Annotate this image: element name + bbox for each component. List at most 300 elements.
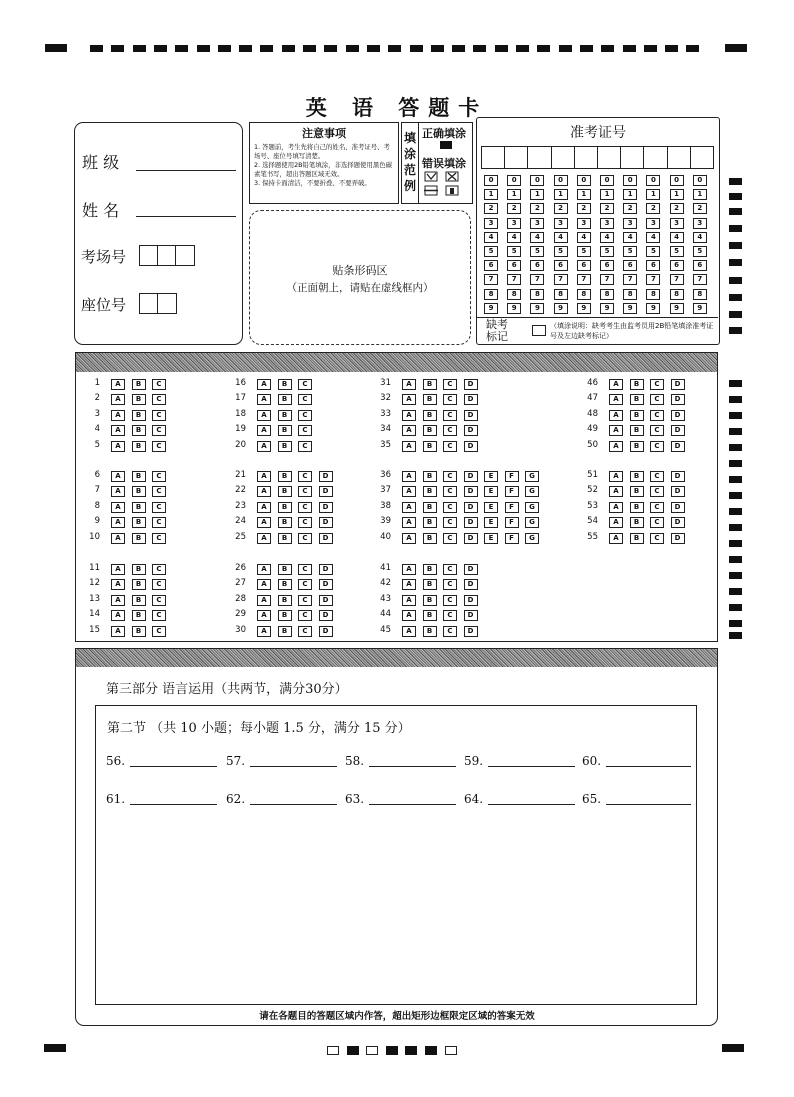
answer-bubble-a[interactable]: A (402, 394, 416, 405)
answer-bubble-b[interactable]: B (630, 471, 644, 482)
answer-bubble-a[interactable]: A (402, 379, 416, 390)
admission-bubble-1[interactable]: 1 (646, 189, 660, 200)
admission-bubble-6[interactable]: 6 (530, 260, 544, 271)
answer-bubble-d[interactable]: D (671, 394, 685, 405)
admission-bubble-5[interactable]: 5 (600, 246, 614, 257)
answer-bubble-c[interactable]: C (298, 626, 312, 637)
answer-bubble-b[interactable]: B (278, 425, 292, 436)
answer-bubble-b[interactable]: B (278, 595, 292, 606)
admission-bubble-9[interactable]: 9 (484, 303, 498, 314)
admission-bubble-4[interactable]: 4 (623, 232, 637, 243)
admission-bubble-1[interactable]: 1 (623, 189, 637, 200)
answer-bubble-d[interactable]: D (464, 533, 478, 544)
room-box-3[interactable] (175, 245, 195, 266)
answer-line-64[interactable] (488, 804, 575, 805)
admission-bubble-0[interactable]: 0 (623, 175, 637, 186)
answer-bubble-b[interactable]: B (423, 595, 437, 606)
answer-bubble-a[interactable]: A (402, 579, 416, 590)
admission-bubble-2[interactable]: 2 (646, 203, 660, 214)
answer-bubble-d[interactable]: D (319, 471, 333, 482)
admission-bubble-2[interactable]: 2 (600, 203, 614, 214)
answer-bubble-f[interactable]: F (505, 517, 519, 528)
admission-bubble-7[interactable]: 7 (577, 274, 591, 285)
admission-bubble-0[interactable]: 0 (484, 175, 498, 186)
answer-bubble-b[interactable]: B (630, 441, 644, 452)
admission-bubble-3[interactable]: 3 (554, 218, 568, 229)
admission-bubble-0[interactable]: 0 (693, 175, 707, 186)
answer-bubble-d[interactable]: D (464, 595, 478, 606)
admission-write-box[interactable] (527, 146, 551, 169)
admission-bubble-9[interactable]: 9 (646, 303, 660, 314)
answer-bubble-a[interactable]: A (402, 471, 416, 482)
admission-bubble-9[interactable]: 9 (693, 303, 707, 314)
admission-bubble-3[interactable]: 3 (484, 218, 498, 229)
admission-bubble-4[interactable]: 4 (507, 232, 521, 243)
answer-bubble-g[interactable]: G (525, 502, 539, 513)
room-box-2[interactable] (157, 245, 176, 266)
answer-bubble-a[interactable]: A (111, 379, 125, 390)
answer-bubble-a[interactable]: A (609, 441, 623, 452)
answer-bubble-d[interactable]: D (464, 626, 478, 637)
answer-bubble-d[interactable]: D (671, 425, 685, 436)
answer-bubble-b[interactable]: B (423, 533, 437, 544)
admission-bubble-4[interactable]: 4 (646, 232, 660, 243)
answer-bubble-c[interactable]: C (298, 579, 312, 590)
answer-bubble-f[interactable]: F (505, 486, 519, 497)
answer-bubble-f[interactable]: F (505, 533, 519, 544)
answer-bubble-b[interactable]: B (423, 471, 437, 482)
admission-bubble-7[interactable]: 7 (554, 274, 568, 285)
answer-bubble-b[interactable]: B (423, 425, 437, 436)
answer-bubble-d[interactable]: D (464, 486, 478, 497)
admission-bubble-2[interactable]: 2 (693, 203, 707, 214)
answer-bubble-d[interactable]: D (464, 610, 478, 621)
answer-bubble-d[interactable]: D (464, 517, 478, 528)
admission-bubble-1[interactable]: 1 (577, 189, 591, 200)
admission-bubble-9[interactable]: 9 (530, 303, 544, 314)
admission-bubble-2[interactable]: 2 (623, 203, 637, 214)
answer-bubble-a[interactable]: A (402, 595, 416, 606)
admission-bubble-8[interactable]: 8 (554, 289, 568, 300)
answer-bubble-a[interactable]: A (257, 502, 271, 513)
admission-bubble-5[interactable]: 5 (507, 246, 521, 257)
answer-bubble-c[interactable]: C (443, 394, 457, 405)
admission-bubble-3[interactable]: 3 (670, 218, 684, 229)
admission-write-box[interactable] (620, 146, 644, 169)
answer-bubble-b[interactable]: B (423, 564, 437, 575)
admission-bubble-1[interactable]: 1 (554, 189, 568, 200)
answer-bubble-b[interactable]: B (278, 564, 292, 575)
answer-bubble-c[interactable]: C (650, 379, 664, 390)
answer-bubble-c[interactable]: C (298, 410, 312, 421)
answer-bubble-b[interactable]: B (278, 394, 292, 405)
answer-bubble-c[interactable]: C (152, 410, 166, 421)
answer-bubble-a[interactable]: A (609, 517, 623, 528)
answer-bubble-c[interactable]: C (298, 425, 312, 436)
answer-line-61[interactable] (130, 804, 217, 805)
answer-bubble-d[interactable]: D (319, 564, 333, 575)
admission-bubble-5[interactable]: 5 (670, 246, 684, 257)
answer-bubble-c[interactable]: C (443, 610, 457, 621)
answer-bubble-a[interactable]: A (402, 517, 416, 528)
answer-bubble-e[interactable]: E (484, 517, 498, 528)
admission-bubble-6[interactable]: 6 (646, 260, 660, 271)
answer-bubble-b[interactable]: B (630, 379, 644, 390)
answer-bubble-a[interactable]: A (111, 471, 125, 482)
answer-bubble-d[interactable]: D (319, 502, 333, 513)
answer-bubble-a[interactable]: A (257, 626, 271, 637)
admission-bubble-8[interactable]: 8 (484, 289, 498, 300)
answer-line-57[interactable] (250, 766, 337, 767)
admission-bubble-3[interactable]: 3 (623, 218, 637, 229)
answer-bubble-c[interactable]: C (298, 394, 312, 405)
answer-bubble-b[interactable]: B (132, 579, 146, 590)
admission-bubble-4[interactable]: 4 (484, 232, 498, 243)
answer-bubble-a[interactable]: A (111, 579, 125, 590)
answer-bubble-a[interactable]: A (257, 425, 271, 436)
answer-bubble-a[interactable]: A (111, 564, 125, 575)
answer-bubble-d[interactable]: D (671, 533, 685, 544)
answer-bubble-b[interactable]: B (132, 595, 146, 606)
answer-bubble-c[interactable]: C (443, 517, 457, 528)
answer-bubble-c[interactable]: C (443, 595, 457, 606)
admission-bubble-6[interactable]: 6 (484, 260, 498, 271)
answer-bubble-a[interactable]: A (257, 564, 271, 575)
answer-bubble-b[interactable]: B (132, 425, 146, 436)
admission-bubble-7[interactable]: 7 (600, 274, 614, 285)
answer-bubble-c[interactable]: C (650, 533, 664, 544)
answer-bubble-d[interactable]: D (319, 533, 333, 544)
seat-box-1[interactable] (139, 293, 158, 314)
answer-bubble-a[interactable]: A (609, 379, 623, 390)
answer-bubble-c[interactable]: C (152, 564, 166, 575)
admission-bubble-9[interactable]: 9 (600, 303, 614, 314)
admission-bubble-1[interactable]: 1 (507, 189, 521, 200)
answer-bubble-c[interactable]: C (443, 564, 457, 575)
answer-bubble-c[interactable]: C (298, 595, 312, 606)
answer-bubble-a[interactable]: A (402, 410, 416, 421)
answer-bubble-b[interactable]: B (278, 441, 292, 452)
answer-bubble-a[interactable]: A (257, 533, 271, 544)
answer-bubble-c[interactable]: C (443, 502, 457, 513)
answer-bubble-a[interactable]: A (111, 533, 125, 544)
answer-bubble-d[interactable]: D (464, 471, 478, 482)
answer-bubble-d[interactable]: D (319, 517, 333, 528)
answer-bubble-b[interactable]: B (278, 517, 292, 528)
answer-bubble-b[interactable]: B (630, 425, 644, 436)
class-field[interactable] (136, 170, 236, 171)
admission-bubble-8[interactable]: 8 (507, 289, 521, 300)
answer-bubble-d[interactable]: D (319, 579, 333, 590)
answer-bubble-c[interactable]: C (152, 502, 166, 513)
answer-bubble-c[interactable]: C (443, 486, 457, 497)
admission-bubble-5[interactable]: 5 (646, 246, 660, 257)
answer-bubble-g[interactable]: G (525, 533, 539, 544)
answer-bubble-c[interactable]: C (443, 425, 457, 436)
admission-bubble-4[interactable]: 4 (670, 232, 684, 243)
answer-bubble-d[interactable]: D (464, 379, 478, 390)
answer-bubble-c[interactable]: C (298, 517, 312, 528)
answer-bubble-d[interactable]: D (671, 502, 685, 513)
admission-bubble-8[interactable]: 8 (577, 289, 591, 300)
answer-bubble-b[interactable]: B (278, 610, 292, 621)
answer-bubble-a[interactable]: A (257, 471, 271, 482)
admission-bubble-6[interactable]: 6 (577, 260, 591, 271)
answer-bubble-a[interactable]: A (111, 425, 125, 436)
answer-line-56[interactable] (130, 766, 217, 767)
answer-line-58[interactable] (369, 766, 456, 767)
answer-bubble-f[interactable]: F (505, 471, 519, 482)
answer-bubble-d[interactable]: D (671, 486, 685, 497)
admission-bubble-5[interactable]: 5 (484, 246, 498, 257)
admission-write-box[interactable] (504, 146, 528, 169)
answer-bubble-a[interactable]: A (257, 441, 271, 452)
admission-bubble-8[interactable]: 8 (693, 289, 707, 300)
admission-bubble-3[interactable]: 3 (507, 218, 521, 229)
answer-bubble-a[interactable]: A (257, 486, 271, 497)
answer-bubble-b[interactable]: B (423, 410, 437, 421)
answer-bubble-b[interactable]: B (423, 441, 437, 452)
admission-bubble-9[interactable]: 9 (577, 303, 591, 314)
admission-bubble-3[interactable]: 3 (577, 218, 591, 229)
answer-bubble-a[interactable]: A (257, 394, 271, 405)
answer-bubble-a[interactable]: A (257, 379, 271, 390)
answer-bubble-b[interactable]: B (278, 626, 292, 637)
answer-bubble-a[interactable]: A (257, 410, 271, 421)
admission-bubble-1[interactable]: 1 (670, 189, 684, 200)
answer-line-65[interactable] (606, 804, 691, 805)
answer-bubble-a[interactable]: A (402, 425, 416, 436)
answer-bubble-b[interactable]: B (132, 564, 146, 575)
answer-line-59[interactable] (488, 766, 575, 767)
answer-bubble-b[interactable]: B (423, 379, 437, 390)
answer-bubble-d[interactable]: D (464, 564, 478, 575)
answer-bubble-c[interactable]: C (443, 626, 457, 637)
answer-bubble-c[interactable]: C (298, 610, 312, 621)
admission-bubble-0[interactable]: 0 (577, 175, 591, 186)
admission-bubble-8[interactable]: 8 (670, 289, 684, 300)
answer-bubble-b[interactable]: B (630, 517, 644, 528)
admission-bubble-7[interactable]: 7 (670, 274, 684, 285)
answer-bubble-g[interactable]: G (525, 486, 539, 497)
answer-bubble-b[interactable]: B (278, 410, 292, 421)
answer-bubble-f[interactable]: F (505, 502, 519, 513)
answer-bubble-a[interactable]: A (609, 394, 623, 405)
answer-bubble-c[interactable]: C (650, 502, 664, 513)
answer-bubble-a[interactable]: A (402, 502, 416, 513)
answer-bubble-a[interactable]: A (402, 441, 416, 452)
answer-bubble-b[interactable]: B (278, 471, 292, 482)
answer-bubble-c[interactable]: C (152, 471, 166, 482)
answer-bubble-a[interactable]: A (402, 610, 416, 621)
admission-bubble-7[interactable]: 7 (507, 274, 521, 285)
admission-bubble-3[interactable]: 3 (600, 218, 614, 229)
admission-bubble-1[interactable]: 1 (693, 189, 707, 200)
answer-bubble-a[interactable]: A (111, 626, 125, 637)
answer-bubble-a[interactable]: A (111, 394, 125, 405)
answer-bubble-b[interactable]: B (423, 517, 437, 528)
answer-bubble-d[interactable]: D (464, 502, 478, 513)
answer-bubble-a[interactable]: A (402, 564, 416, 575)
answer-bubble-c[interactable]: C (650, 517, 664, 528)
answer-bubble-a[interactable]: A (111, 595, 125, 606)
answer-bubble-c[interactable]: C (298, 379, 312, 390)
answer-bubble-b[interactable]: B (132, 410, 146, 421)
admission-bubble-7[interactable]: 7 (530, 274, 544, 285)
admission-bubble-5[interactable]: 5 (530, 246, 544, 257)
admission-bubble-2[interactable]: 2 (530, 203, 544, 214)
admission-bubble-8[interactable]: 8 (600, 289, 614, 300)
admission-bubble-0[interactable]: 0 (530, 175, 544, 186)
answer-bubble-c[interactable]: C (152, 579, 166, 590)
answer-bubble-c[interactable]: C (443, 533, 457, 544)
admission-bubble-5[interactable]: 5 (623, 246, 637, 257)
answer-bubble-a[interactable]: A (257, 595, 271, 606)
answer-bubble-a[interactable]: A (257, 517, 271, 528)
answer-bubble-c[interactable]: C (152, 379, 166, 390)
answer-bubble-g[interactable]: G (525, 517, 539, 528)
answer-bubble-a[interactable]: A (609, 502, 623, 513)
answer-bubble-b[interactable]: B (423, 394, 437, 405)
answer-bubble-b[interactable]: B (423, 610, 437, 621)
answer-bubble-c[interactable]: C (152, 610, 166, 621)
answer-bubble-a[interactable]: A (402, 626, 416, 637)
answer-bubble-e[interactable]: E (484, 533, 498, 544)
admission-write-box[interactable] (667, 146, 691, 169)
admission-bubble-2[interactable]: 2 (484, 203, 498, 214)
admission-bubble-1[interactable]: 1 (600, 189, 614, 200)
answer-bubble-b[interactable]: B (278, 533, 292, 544)
answer-bubble-b[interactable]: B (630, 394, 644, 405)
admission-bubble-8[interactable]: 8 (623, 289, 637, 300)
answer-bubble-b[interactable]: B (630, 410, 644, 421)
room-box-1[interactable] (139, 245, 158, 266)
answer-bubble-c[interactable]: C (650, 471, 664, 482)
admission-bubble-6[interactable]: 6 (623, 260, 637, 271)
admission-bubble-2[interactable]: 2 (554, 203, 568, 214)
answer-bubble-a[interactable]: A (609, 486, 623, 497)
admission-write-box[interactable] (690, 146, 714, 169)
answer-bubble-e[interactable]: E (484, 502, 498, 513)
answer-bubble-c[interactable]: C (298, 533, 312, 544)
admission-bubble-2[interactable]: 2 (670, 203, 684, 214)
answer-bubble-b[interactable]: B (132, 533, 146, 544)
answer-bubble-c[interactable]: C (298, 441, 312, 452)
answer-bubble-b[interactable]: B (423, 486, 437, 497)
admission-bubble-4[interactable]: 4 (530, 232, 544, 243)
answer-bubble-a[interactable]: A (609, 410, 623, 421)
answer-bubble-b[interactable]: B (132, 471, 146, 482)
admission-bubble-9[interactable]: 9 (507, 303, 521, 314)
admission-bubble-8[interactable]: 8 (530, 289, 544, 300)
admission-bubble-7[interactable]: 7 (484, 274, 498, 285)
answer-bubble-c[interactable]: C (152, 533, 166, 544)
answer-bubble-b[interactable]: B (423, 579, 437, 590)
answer-bubble-d[interactable]: D (319, 610, 333, 621)
admission-write-box[interactable] (481, 146, 505, 169)
answer-bubble-a[interactable]: A (609, 471, 623, 482)
answer-bubble-a[interactable]: A (111, 441, 125, 452)
admission-bubble-8[interactable]: 8 (646, 289, 660, 300)
answer-bubble-c[interactable]: C (650, 425, 664, 436)
admission-bubble-1[interactable]: 1 (484, 189, 498, 200)
answer-bubble-c[interactable]: C (298, 502, 312, 513)
answer-bubble-a[interactable]: A (402, 486, 416, 497)
answer-bubble-d[interactable]: D (319, 486, 333, 497)
admission-bubble-9[interactable]: 9 (554, 303, 568, 314)
answer-bubble-c[interactable]: C (152, 425, 166, 436)
answer-bubble-b[interactable]: B (278, 486, 292, 497)
admission-bubble-3[interactable]: 3 (530, 218, 544, 229)
admission-bubble-7[interactable]: 7 (623, 274, 637, 285)
answer-bubble-a[interactable]: A (609, 425, 623, 436)
answer-bubble-c[interactable]: C (298, 564, 312, 575)
answer-bubble-c[interactable]: C (298, 471, 312, 482)
admission-bubble-5[interactable]: 5 (577, 246, 591, 257)
answer-bubble-b[interactable]: B (132, 394, 146, 405)
answer-bubble-c[interactable]: C (152, 486, 166, 497)
admission-write-box[interactable] (551, 146, 575, 169)
admission-bubble-6[interactable]: 6 (670, 260, 684, 271)
admission-bubble-4[interactable]: 4 (693, 232, 707, 243)
answer-line-62[interactable] (250, 804, 337, 805)
answer-bubble-a[interactable]: A (111, 610, 125, 621)
admission-bubble-4[interactable]: 4 (600, 232, 614, 243)
admission-bubble-4[interactable]: 4 (554, 232, 568, 243)
answer-bubble-d[interactable]: D (464, 579, 478, 590)
answer-bubble-a[interactable]: A (111, 517, 125, 528)
admission-bubble-6[interactable]: 6 (554, 260, 568, 271)
answer-bubble-d[interactable]: D (671, 410, 685, 421)
admission-bubble-4[interactable]: 4 (577, 232, 591, 243)
admission-bubble-0[interactable]: 0 (554, 175, 568, 186)
admission-bubble-2[interactable]: 2 (507, 203, 521, 214)
answer-bubble-d[interactable]: D (464, 394, 478, 405)
answer-bubble-c[interactable]: C (152, 394, 166, 405)
answer-bubble-b[interactable]: B (423, 502, 437, 513)
answer-bubble-b[interactable]: B (278, 379, 292, 390)
answer-bubble-c[interactable]: C (443, 579, 457, 590)
admission-bubble-7[interactable]: 7 (646, 274, 660, 285)
admission-write-box[interactable] (643, 146, 667, 169)
answer-bubble-b[interactable]: B (132, 486, 146, 497)
answer-bubble-a[interactable]: A (257, 610, 271, 621)
answer-bubble-b[interactable]: B (132, 610, 146, 621)
admission-bubble-9[interactable]: 9 (623, 303, 637, 314)
admission-bubble-0[interactable]: 0 (646, 175, 660, 186)
answer-bubble-d[interactable]: D (464, 410, 478, 421)
answer-bubble-g[interactable]: G (525, 471, 539, 482)
answer-bubble-d[interactable]: D (671, 471, 685, 482)
answer-bubble-b[interactable]: B (630, 486, 644, 497)
answer-bubble-c[interactable]: C (298, 486, 312, 497)
answer-bubble-b[interactable]: B (630, 533, 644, 544)
admission-bubble-5[interactable]: 5 (554, 246, 568, 257)
answer-bubble-e[interactable]: E (484, 471, 498, 482)
answer-bubble-d[interactable]: D (319, 595, 333, 606)
answer-bubble-b[interactable]: B (278, 502, 292, 513)
answer-bubble-e[interactable]: E (484, 486, 498, 497)
answer-bubble-c[interactable]: C (650, 486, 664, 497)
answer-bubble-d[interactable]: D (671, 441, 685, 452)
answer-bubble-c[interactable]: C (650, 441, 664, 452)
answer-bubble-c[interactable]: C (443, 410, 457, 421)
answer-bubble-b[interactable]: B (132, 626, 146, 637)
admission-write-box[interactable] (574, 146, 598, 169)
admission-bubble-0[interactable]: 0 (507, 175, 521, 186)
admission-bubble-9[interactable]: 9 (670, 303, 684, 314)
answer-bubble-d[interactable]: D (464, 441, 478, 452)
